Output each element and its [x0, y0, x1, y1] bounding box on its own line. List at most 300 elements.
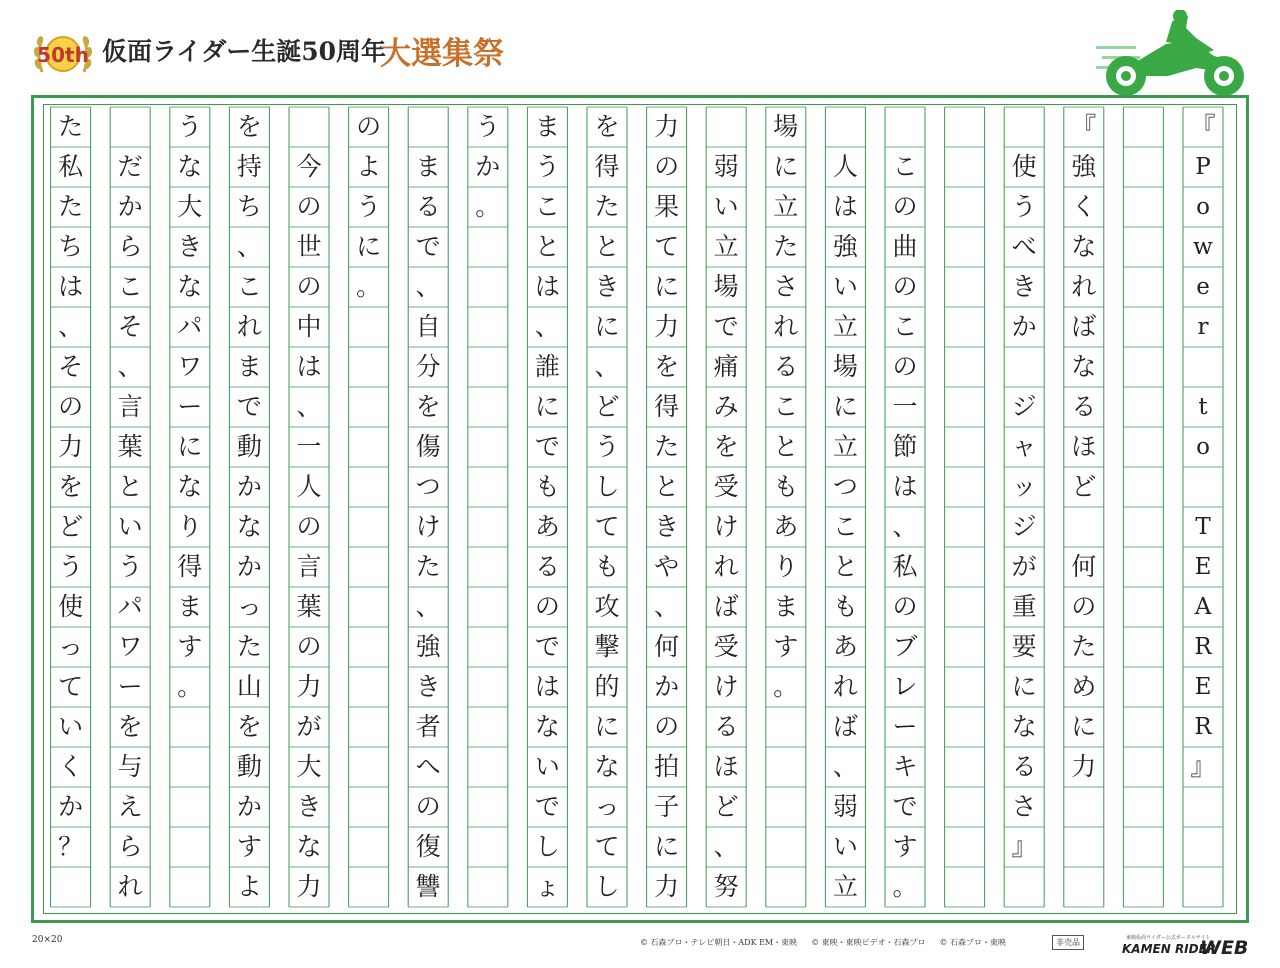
manuscript-character: た: [654, 432, 680, 461]
site-brand-web: WEB: [1200, 937, 1249, 959]
manuscript-character: ま: [415, 152, 441, 181]
site-brand-name: KAMEN RIDER: [1122, 942, 1217, 956]
manuscript-character: 傷: [415, 432, 441, 461]
manuscript-character: 力: [296, 872, 322, 901]
manuscript-character: く: [1071, 192, 1097, 221]
manuscript-character: t: [1198, 394, 1208, 420]
manuscript-character: り: [177, 512, 203, 541]
manuscript-character: た: [58, 192, 84, 221]
manuscript-character: は: [832, 192, 858, 221]
manuscript-character: 言: [296, 552, 322, 581]
manuscript-character: 強: [415, 632, 441, 661]
manuscript-character: と: [654, 472, 680, 501]
manuscript-character: 。: [892, 872, 918, 901]
manuscript-character: 者: [415, 712, 441, 741]
manuscript-character: 大: [296, 752, 322, 781]
manuscript-character: よ: [236, 872, 262, 901]
manuscript-character: ッ: [1011, 472, 1037, 501]
manuscript-character: 節: [892, 432, 918, 461]
manuscript-character: で: [534, 792, 560, 821]
manuscript-character: れ: [773, 312, 799, 341]
manuscript-character: R: [1194, 714, 1212, 740]
manuscript-character: 努: [713, 872, 739, 901]
manuscript-character: な: [594, 752, 620, 781]
manuscript-character: 。: [177, 672, 203, 701]
credit-line: © 東映・東映ビデオ・石森プロ: [811, 938, 926, 947]
manuscript-character: な: [1071, 232, 1097, 261]
manuscript-character: を: [236, 712, 262, 741]
manuscript-character: 得: [654, 392, 680, 421]
manuscript-character: に: [1011, 672, 1037, 701]
manuscript-character: ち: [58, 232, 84, 261]
manuscript-character: か: [58, 792, 84, 821]
manuscript-character: う: [177, 112, 203, 141]
manuscript-character: は: [296, 352, 322, 381]
manuscript-character: 使: [58, 592, 84, 621]
manuscript-character: に: [594, 312, 620, 341]
manuscript-character: う: [356, 192, 382, 221]
manuscript-character: も: [534, 472, 560, 501]
manuscript-character: 山: [236, 672, 262, 701]
manuscript-character: の: [654, 152, 680, 181]
manuscript-character: も: [832, 592, 858, 621]
manuscript-character: す: [236, 832, 262, 861]
manuscript-character: 力: [654, 312, 680, 341]
manuscript-character: 立: [832, 312, 858, 341]
manuscript-character: 、: [534, 312, 560, 341]
manuscript-character: し: [534, 832, 560, 861]
manuscript-character: る: [713, 712, 739, 741]
manuscript-character: ブ: [892, 632, 918, 661]
manuscript-character: き: [296, 792, 322, 821]
manuscript-character: か: [236, 472, 262, 501]
manuscript-character: と: [594, 232, 620, 261]
manuscript-character: い: [117, 512, 143, 541]
manuscript-character: 、: [832, 752, 858, 781]
manuscript-character: み: [713, 392, 739, 421]
manuscript-character: 持: [236, 152, 262, 181]
manuscript-character: り: [773, 552, 799, 581]
manuscript-character: っ: [58, 632, 84, 661]
manuscript-character: 痛: [713, 352, 739, 381]
manuscript-character: の: [296, 512, 322, 541]
manuscript-character: か: [117, 192, 143, 221]
manuscript-character: と: [534, 232, 560, 261]
manuscript-character: さ: [1011, 792, 1037, 821]
manuscript-character: こ: [534, 192, 560, 221]
manuscript-character: の: [296, 632, 322, 661]
manuscript-character: る: [415, 192, 441, 221]
manuscript-character: ー: [177, 392, 203, 421]
manuscript-character: 、: [654, 592, 680, 621]
manuscript-character: 立: [713, 232, 739, 261]
manuscript-character: e: [1196, 274, 1210, 300]
manuscript-character: の: [892, 592, 918, 621]
manuscript-character: 、: [594, 352, 620, 381]
manuscript-character: ー: [892, 712, 918, 741]
manuscript-character: と: [117, 472, 143, 501]
manuscript-character: ょ: [534, 872, 560, 901]
manuscript-character: あ: [832, 632, 858, 661]
manuscript-character: 立: [832, 432, 858, 461]
manuscript-character: 得: [177, 552, 203, 581]
manuscript-character: た: [415, 552, 441, 581]
manuscript-character: す: [892, 832, 918, 861]
manuscript-character: う: [1011, 192, 1037, 221]
manuscript-character: 世: [296, 232, 322, 261]
manuscript-character: 『: [1190, 112, 1216, 141]
manuscript-character: ャ: [1011, 432, 1037, 461]
manuscript-character: は: [534, 272, 560, 301]
manuscript-character: す: [773, 632, 799, 661]
manuscript-character: に: [773, 152, 799, 181]
manuscript-character: は: [534, 672, 560, 701]
manuscript-character: 受: [713, 472, 739, 501]
manuscript-character: る: [534, 552, 560, 581]
manuscript-character: 『: [1071, 112, 1097, 141]
manuscript-character: け: [415, 512, 441, 541]
manuscript-character: に: [654, 832, 680, 861]
manuscript-character: い: [832, 272, 858, 301]
manuscript-inner-frame: [43, 104, 1237, 914]
manuscript-character: そ: [117, 312, 143, 341]
manuscript-character: パ: [177, 312, 203, 341]
manuscript-character: 力: [58, 432, 84, 461]
manuscript-character: の: [654, 712, 680, 741]
manuscript-character: の: [892, 192, 918, 221]
manuscript-character: 撃: [594, 632, 620, 661]
manuscript-character: こ: [117, 272, 143, 301]
manuscript-character: き: [177, 232, 203, 261]
manuscript-character: か: [654, 672, 680, 701]
manuscript-character: な: [177, 472, 203, 501]
manuscript-character: 讐: [415, 872, 441, 901]
manuscript-character: さ: [773, 272, 799, 301]
manuscript-character: う: [117, 552, 143, 581]
manuscript-character: て: [58, 672, 84, 701]
manuscript-character: は: [892, 472, 918, 501]
manuscript-character: の: [296, 272, 322, 301]
manuscript-character: あ: [773, 512, 799, 541]
manuscript-character: 強: [1071, 152, 1097, 181]
motorcycle-rider-icon: [1096, 10, 1256, 98]
manuscript-character: R: [1194, 634, 1212, 660]
logo-text: 50th: [37, 43, 89, 67]
manuscript-character: を: [415, 392, 441, 421]
manuscript-character: ま: [534, 112, 560, 141]
manuscript-character: 復: [415, 832, 441, 861]
manuscript-character: う: [475, 112, 501, 141]
manuscript-character: る: [1071, 392, 1097, 421]
manuscript-character: へ: [415, 752, 441, 781]
manuscript-character: と: [773, 432, 799, 461]
manuscript-character: 力: [654, 112, 680, 141]
manuscript-character: ま: [773, 592, 799, 621]
manuscript-character: 立: [832, 872, 858, 901]
manuscript-character: う: [594, 432, 620, 461]
manuscript-character: を: [117, 712, 143, 741]
manuscript-character: ば: [832, 712, 858, 741]
manuscript-character: A: [1194, 594, 1212, 620]
manuscript-character: か: [236, 552, 262, 581]
manuscript-character: か: [236, 792, 262, 821]
manuscript-character: け: [713, 672, 739, 701]
manuscript-character: を: [236, 112, 262, 141]
manuscript-character: 場: [713, 272, 739, 301]
manuscript-character: ジ: [1011, 392, 1037, 421]
site-tagline: 東映仮面ライダー公式ポータルサイト: [1126, 935, 1211, 941]
copyright-credits: [640, 937, 1006, 951]
manuscript-character: し: [594, 872, 620, 901]
manuscript-character: で: [892, 792, 918, 821]
manuscript-character: う: [58, 552, 84, 581]
manuscript-character: 葉: [117, 432, 143, 461]
manuscript-character: o: [1196, 194, 1210, 220]
manuscript-character: ど: [58, 512, 84, 541]
manuscript-character: こ: [832, 512, 858, 541]
manuscript-character: で: [415, 232, 441, 261]
manuscript-character: 葉: [296, 592, 322, 621]
manuscript-character: た: [58, 112, 84, 141]
manuscript-character: つ: [832, 472, 858, 501]
manuscript-character: た: [594, 192, 620, 221]
manuscript-character: 立: [773, 192, 799, 221]
manuscript-character: て: [594, 832, 620, 861]
manuscript-character: っ: [236, 592, 262, 621]
manuscript-character: に: [832, 392, 858, 421]
manuscript-character: し: [594, 472, 620, 501]
kamen-rider-web-logo: [1104, 934, 1250, 958]
manuscript-character: か: [1011, 312, 1037, 341]
manuscript-character: 使: [1011, 152, 1037, 181]
credit-line: © 石森プロ・テレビ朝日・ADK EM・東映: [640, 938, 798, 947]
manuscript-character: れ: [713, 552, 739, 581]
manuscript-character: に: [594, 712, 620, 741]
manuscript-character: い: [832, 832, 858, 861]
manuscript-character: ま: [236, 352, 262, 381]
manuscript-character: ち: [236, 192, 262, 221]
manuscript-character: ら: [117, 232, 143, 261]
manuscript-character: な: [296, 832, 322, 861]
manuscript-character: 。: [773, 672, 799, 701]
manuscript-character: 何: [654, 632, 680, 661]
grid-size-label: 20×20: [32, 935, 63, 945]
manuscript-character: に: [534, 392, 560, 421]
manuscript-character: つ: [415, 472, 441, 501]
manuscript-character: ど: [594, 392, 620, 421]
manuscript-character: 子: [654, 792, 680, 821]
manuscript-character: ジ: [1011, 512, 1037, 541]
manuscript-character: た: [1071, 632, 1097, 661]
manuscript-character: 分: [415, 352, 441, 381]
manuscript-character: 自: [415, 312, 441, 341]
manuscript-character: ー: [117, 672, 143, 701]
manuscript-character: 私: [58, 152, 84, 181]
manuscript-character: に: [177, 432, 203, 461]
manuscript-character: る: [1011, 752, 1037, 781]
manuscript-character: ま: [177, 592, 203, 621]
manuscript-character: キ: [892, 752, 918, 781]
manuscript-character: 誰: [534, 352, 560, 381]
manuscript-character: 』: [1190, 752, 1216, 781]
manuscript-character: の: [892, 352, 918, 381]
manuscript-character: 私: [892, 552, 918, 581]
manuscript-character: こ: [773, 392, 799, 421]
manuscript-character: か: [475, 152, 501, 181]
manuscript-character: め: [1071, 672, 1097, 701]
manuscript-character: て: [654, 232, 680, 261]
manuscript-character: あ: [534, 512, 560, 541]
page-title: 仮面ライダー生誕50周年: [102, 37, 387, 66]
manuscript-character: で: [236, 392, 262, 421]
manuscript-character: れ: [236, 312, 262, 341]
manuscript-character: れ: [832, 672, 858, 701]
manuscript-character: や: [654, 552, 680, 581]
manuscript-character: 力: [1071, 752, 1097, 781]
manuscript-character: に: [654, 272, 680, 301]
manuscript-character: 、: [58, 312, 84, 341]
manuscript-character: 、: [236, 232, 262, 261]
manuscript-character: き: [594, 272, 620, 301]
manuscript-character: E: [1194, 674, 1212, 700]
manuscript-character: な: [1071, 352, 1097, 381]
manuscript-character: 。: [475, 192, 501, 221]
manuscript-character: o: [1196, 434, 1210, 460]
manuscript-character: 動: [236, 752, 262, 781]
manuscript-character: ば: [713, 592, 739, 621]
manuscript-character: 。: [356, 272, 382, 301]
manuscript-character: っ: [594, 792, 620, 821]
manuscript-character: 重: [1011, 592, 1037, 621]
manuscript-character: 一: [892, 392, 918, 421]
manuscript-character: 』: [1011, 832, 1037, 861]
manuscript-character: こ: [892, 312, 918, 341]
manuscript-character: 攻: [594, 592, 620, 621]
manuscript-character: が: [296, 712, 322, 741]
manuscript-character: な: [236, 512, 262, 541]
manuscript-character: の: [415, 792, 441, 821]
manuscript-character: 人: [832, 152, 858, 181]
manuscript-character: こ: [892, 152, 918, 181]
manuscript-character: れ: [117, 872, 143, 901]
manuscript-character: 要: [1011, 632, 1037, 661]
manuscript-character: も: [594, 552, 620, 581]
manuscript-character: ？: [58, 832, 84, 861]
manuscript-character: き: [415, 672, 441, 701]
manuscript-character: き: [654, 512, 680, 541]
manuscript-character: r: [1197, 314, 1209, 340]
manuscript-character: 、: [415, 272, 441, 301]
manuscript-character: な: [177, 272, 203, 301]
manuscript-character: の: [892, 272, 918, 301]
manuscript-character: 与: [117, 752, 143, 781]
manuscript-character: 何: [1071, 552, 1097, 581]
manuscript-character: そ: [58, 352, 84, 381]
manuscript-character: よ: [356, 152, 382, 181]
manuscript-character: が: [1011, 552, 1037, 581]
manuscript-character: も: [773, 472, 799, 501]
credit-line: © 石森プロ・東映: [939, 938, 1007, 947]
manuscript-character: 弱: [713, 152, 739, 181]
manuscript-character: れ: [1071, 272, 1097, 301]
manuscript-character: ら: [117, 832, 143, 861]
manuscript-character: け: [713, 512, 739, 541]
manuscript-character: い: [534, 752, 560, 781]
manuscript-character: 、: [415, 592, 441, 621]
manuscript-character: に: [356, 232, 382, 261]
manuscript-character: 力: [296, 672, 322, 701]
manuscript-character: ど: [1071, 472, 1097, 501]
manuscript-character: ワ: [177, 352, 203, 381]
manuscript-character: 一: [296, 432, 322, 461]
manuscript-character: P: [1195, 154, 1211, 180]
manuscript-character: w: [1193, 234, 1213, 260]
manuscript-character: で: [534, 632, 560, 661]
page-title-accent: 大選集祭: [380, 36, 504, 72]
manuscript-character: の: [296, 192, 322, 221]
manuscript-character: た: [773, 232, 799, 261]
manuscript-character: を: [654, 352, 680, 381]
manuscript-character: 場: [832, 352, 858, 381]
manuscript-character: ワ: [117, 632, 143, 661]
manuscript-character: 的: [594, 672, 620, 701]
manuscript-character: 拍: [654, 752, 680, 781]
manuscript-character: え: [117, 792, 143, 821]
manuscript-character: 動: [236, 432, 262, 461]
manuscript-character: で: [713, 312, 739, 341]
manuscript-character: T: [1195, 514, 1211, 540]
manuscript-character: ほ: [713, 752, 739, 781]
manuscript-character: 場: [773, 112, 799, 141]
manuscript-character: 弱: [832, 792, 858, 821]
manuscript-character: に: [1071, 712, 1097, 741]
manuscript-character: 、: [892, 512, 918, 541]
manuscript-character: な: [177, 152, 203, 181]
manuscript-character: レ: [892, 672, 918, 701]
manuscript-character: い: [58, 712, 84, 741]
manuscript-character: 力: [654, 872, 680, 901]
manuscript-character: 人: [296, 472, 322, 501]
manuscript-character: き: [1011, 272, 1037, 301]
manuscript-character: の: [534, 592, 560, 621]
manuscript-character: べ: [1011, 232, 1037, 261]
not-for-sale-badge: 非売品: [1052, 935, 1084, 950]
manuscript-character: ど: [713, 792, 739, 821]
manuscript-character: く: [58, 752, 84, 781]
manuscript-character: を: [58, 472, 84, 501]
manuscript-character: パ: [117, 592, 143, 621]
manuscript-character: 受: [713, 632, 739, 661]
manuscript-character: で: [534, 432, 560, 461]
manuscript-character: こ: [236, 272, 262, 301]
anniversary-50th-logo: [32, 22, 94, 88]
manuscript-character: と: [832, 552, 858, 581]
manuscript-character: 果: [654, 192, 680, 221]
manuscript-character: 曲: [892, 232, 918, 261]
manuscript-character: る: [773, 352, 799, 381]
manuscript-character: 中: [296, 312, 322, 341]
manuscript-character: ば: [1071, 312, 1097, 341]
manuscript-character: は: [58, 272, 84, 301]
manuscript-character: な: [1011, 712, 1037, 741]
manuscript-character: ほ: [1071, 432, 1097, 461]
manuscript-character: 強: [832, 232, 858, 261]
manuscript-character: を: [713, 432, 739, 461]
manuscript-character: 、: [296, 392, 322, 421]
manuscript-character: た: [236, 632, 262, 661]
manuscript-character: 言: [117, 392, 143, 421]
manuscript-character: す: [177, 632, 203, 661]
